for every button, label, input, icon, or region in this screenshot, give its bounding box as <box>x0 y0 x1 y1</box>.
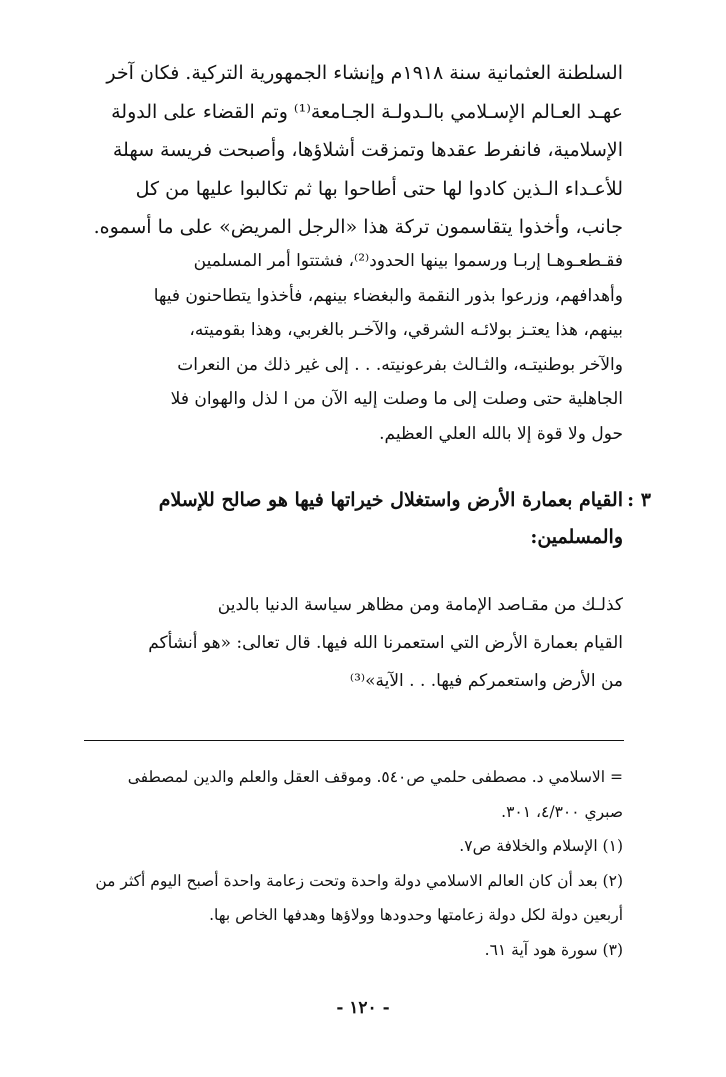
paragraph-1 <box>78 54 623 247</box>
text-line: كذلـك من مقـاصد الإمامة ومن مظاهر سياسة الدنيا بالدين <box>217 595 623 615</box>
text-line: عهـد العـالم الإسـلامي بالـدولـة الجـامعة⁽¹⁾ وتم القضاء على الدولة <box>111 100 623 123</box>
footnotes <box>78 760 623 967</box>
footnote-line: (٣) سورة هود آية ٦١. <box>484 940 623 959</box>
paragraph-2 <box>78 244 623 452</box>
text-line: وأهدافهم، وزرعوا بذور النقمة والبغضاء بينهم، فأخذوا يتطاحنون فيها <box>153 285 623 306</box>
text-line: الجاهلية حتى وصلت إلى ما وصلت إليه الآن من ا لذل والهوان فلا <box>170 389 623 410</box>
heading-line: القيام بعمارة الأرض واستغلال خيراتها فيها هو صالح للإسلام <box>158 489 623 511</box>
footnote-line: (٢) بعد أن كان العالم الاسلامي دولة واحدة وتحت زعامة واحدة أصبح اليوم أكثر من <box>95 871 623 890</box>
page-number: - ١٢٠ - <box>336 998 390 1018</box>
heading-line: والمسلمين: <box>530 526 623 548</box>
paragraph-3 <box>78 586 623 700</box>
section-heading <box>78 482 651 556</box>
section-number: ٣ : <box>627 489 651 511</box>
footnote-line: أربعين دولة لكل دولة زعامتها وحدودها وولاؤها وهدفها الخاص بها. <box>209 906 623 924</box>
text-line: بينهم، هذا يعتـز بولائـه الشرقي، والآخـر بالغربي، وهذا بقوميته، <box>189 320 623 341</box>
text-line: فقـطعـوهـا إربـا ورسموا بينها الحدود⁽²⁾، فشتتوا أمر المسلمين <box>193 251 623 271</box>
text-line: الإسلامية، فانفرط عقدها وتمزقت أشلاؤها، وأصبحت فريسة سهلة <box>112 139 623 161</box>
text-line: القيام بعمارة الأرض التي استعمرنا الله فيها. قال تعالى: «هو أنشأكم <box>148 633 623 653</box>
text-line: للأعـداء الـذين كادوا لها حتى أطاحوا بها ثم تكالبوا عليها من كل <box>135 177 623 200</box>
text-line: جانب، وأخذوا يتقاسمون تركة هذا «الرجل المريض» على ما أسموه. <box>93 216 623 238</box>
text-line: والآخر بوطنيتـه، والثـالث بفرعونيته. . . إلى غير ذلك من النعرات <box>177 354 623 375</box>
text-line: السلطنة العثمانية سنة ١٩١٨م وإنشاء الجمهورية التركية. فكان آخر <box>106 62 623 84</box>
text-line: حول ولا قوة إلا بالله العلي العظيم. <box>379 423 623 444</box>
footnote-line: صبري ٤/٣٠٠، ٣٠١. <box>501 802 623 821</box>
footnote-line: (١) الإسلام والخلافة ص٧. <box>459 837 623 855</box>
footnote-line: = الاسلامي د. مصطفى حلمي ص٥٤٠. وموقف العقل والعلم والدين لمصطفى <box>127 768 623 786</box>
text-line: من الأرض واستعمركم فيها. . . الآية»⁽³⁾ <box>349 671 623 691</box>
footnote-separator <box>84 740 624 741</box>
